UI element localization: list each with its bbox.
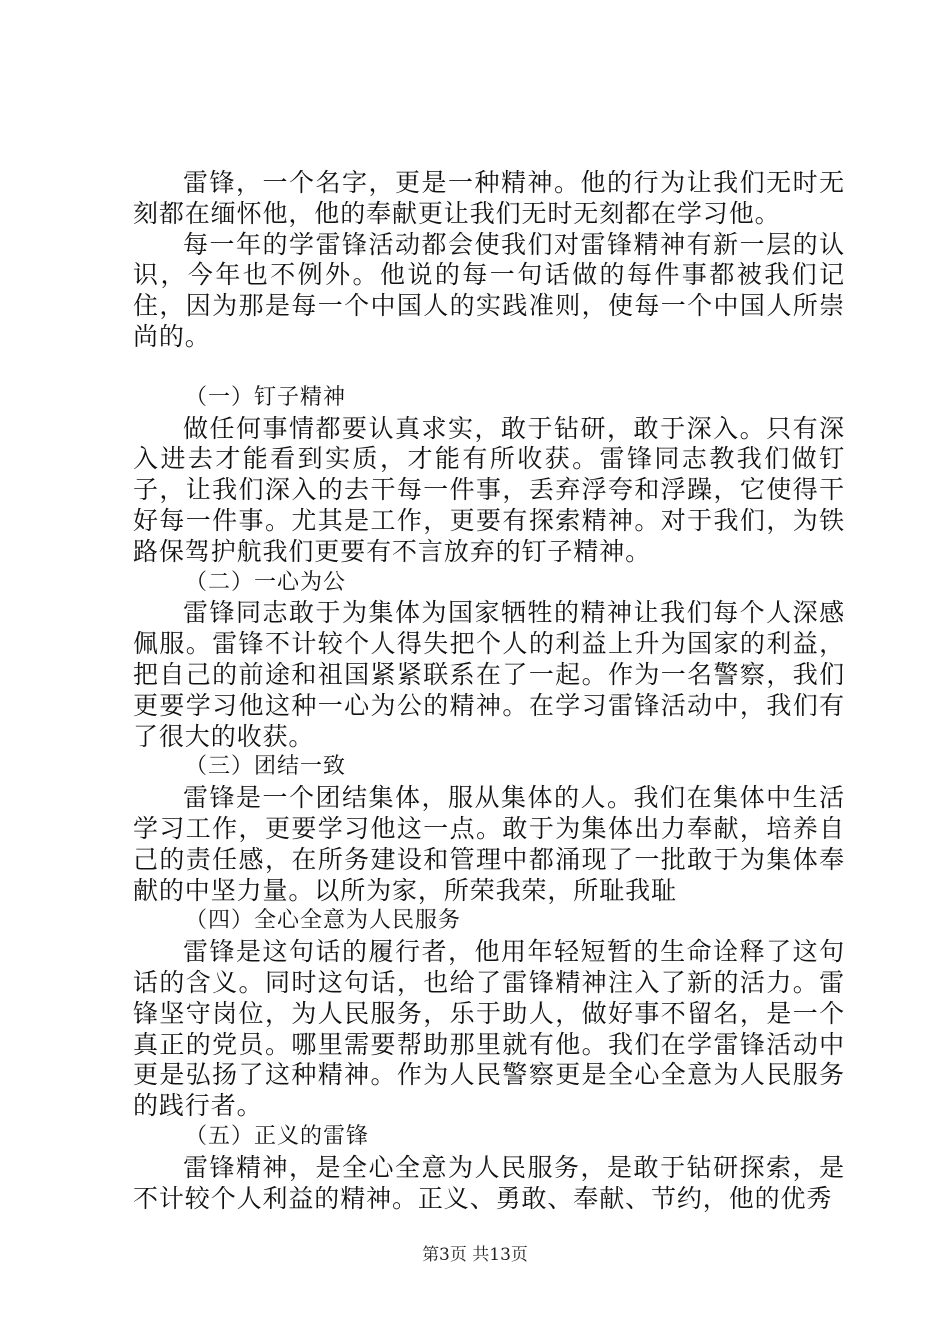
- section-body-5: 雷锋精神，是全心全意为人民服务，是敢于钻研探索，是不计较个人利益的精神。正义、勇敢、奉献、节约，他的优秀: [133, 1152, 845, 1213]
- intro-paragraph-2: 每一年的学雷锋活动都会使我们对雷锋精神有新一层的认识，今年也不例外。他说的每一句话做的每件事都被我们记住，因为那是每一个中国人的实践准则，使每一个中国人所崇尚的。: [133, 229, 845, 351]
- section-heading-2: （二）一心为公: [185, 569, 347, 595]
- section-heading-5: （五）正义的雷锋: [185, 1123, 370, 1149]
- section-body-2: 雷锋同志敢于为集体为国家牺牲的精神让我们每个人深感佩服。雷锋不计较个人得失把个人的利益上升为国家的利益，把自己的前途和祖国紧紧联系在了一起。作为一名警察，我们更要学习他这种一心为公的精神。在学习雷锋活动中，我们有了很大的收获。: [133, 598, 845, 751]
- page-footer: 第3页 共13页: [422, 1245, 528, 1265]
- section-body-3: 雷锋是一个团结集体，服从集体的人。我们在集体中生活学习工作，更要学习他这一点。敢于为集体出力奉献，培养自己的责任感，在所务建设和管理中都涌现了一批敢于为集体奉献的中坚力量。以所为家，所荣我荣，所耻我耻: [133, 783, 845, 905]
- section-body-1: 做任何事情都要认真求实，敢于钻研，敢于深入。只有深入进去才能看到实质，才能有所收获。雷锋同志教我们做钉子，让我们深入的去干每一件事，丢弃浮夸和浮躁，它使得干好每一件事。尤其是工作，更要有探索精神。对于我们，为铁路保驾护航我们更要有不言放弃的钉子精神。: [133, 413, 845, 566]
- intro-paragraph-1: 雷锋，一个名字，更是一种精神。他的行为让我们无时无刻都在缅怀他，他的奉献更让我们无时无刻都在学习他。: [133, 168, 845, 228]
- section-gap: [133, 353, 845, 383]
- section-heading-1: （一）钉子精神: [185, 384, 347, 410]
- document-body: [133, 168, 845, 1214]
- section-heading-3: （三）团结一致: [185, 754, 347, 780]
- section-body-4: 雷锋是这句话的履行者，他用年轻短暂的生命诠释了这句话的含义。同时这句话，也给了雷锋精神注入了新的活力。雷锋坚守岗位，为人民服务，乐于助人，做好事不留名，是一个真正的党员。哪里需要帮助那里就有他。我们在学雷锋活动中更是弘扬了这种精神。作为人民警察更是全心全意为人民服务的践行者。: [133, 937, 845, 1121]
- section-heading-4: （四）全心全意为人民服务: [185, 908, 462, 934]
